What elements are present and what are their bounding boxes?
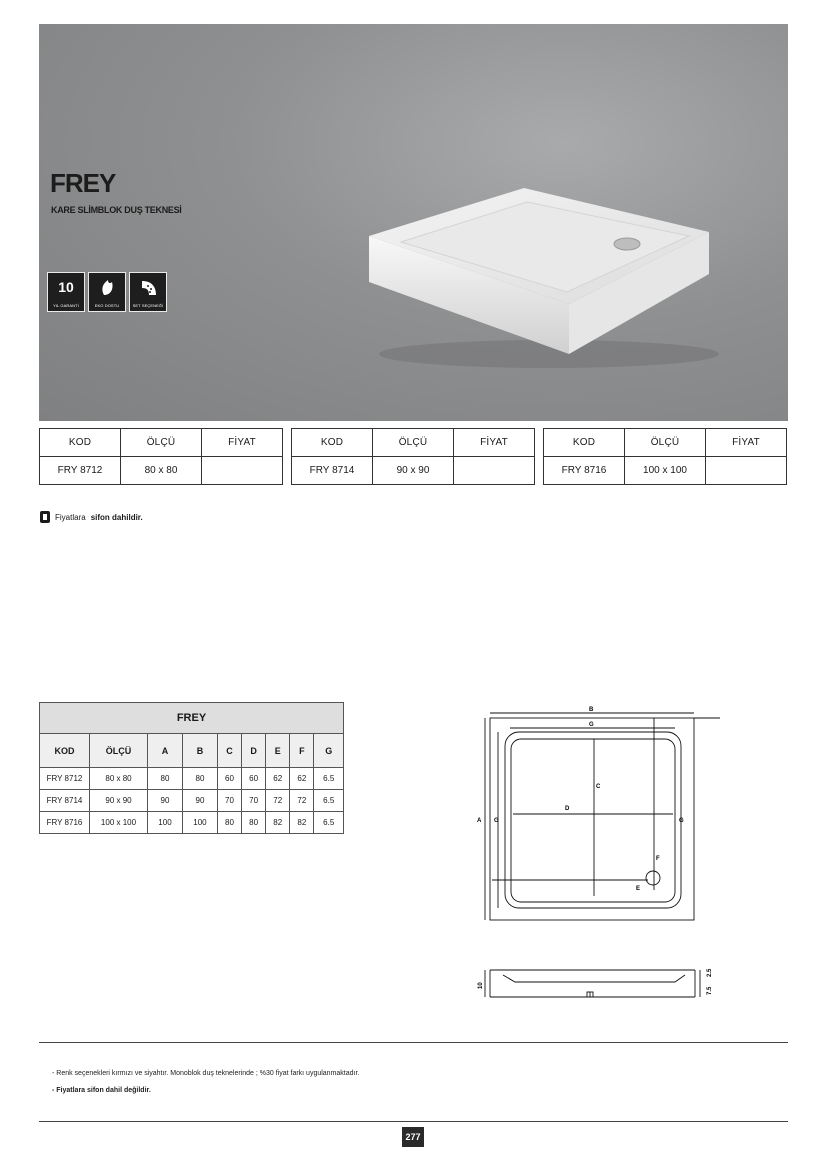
warranty-icon: 10 xyxy=(58,279,74,295)
header-fiyat: FİYAT xyxy=(202,429,283,457)
top-view-drawing xyxy=(470,700,730,925)
siphon-note: Fiyatlara sifon dahildir. xyxy=(40,511,143,523)
cell-price xyxy=(202,457,283,485)
siphon-icon xyxy=(40,511,50,523)
label-b: B xyxy=(589,707,594,713)
table-row: FRY 8716 100 x 100 100 100 80 80 82 82 6.5 xyxy=(40,812,344,834)
badge-eco: EKO DOSTU xyxy=(88,272,126,312)
cell-price xyxy=(706,457,787,485)
eco-leaf-icon xyxy=(98,278,118,298)
cell-size: 80 x 80 xyxy=(121,457,202,485)
table-row: FRY 8714 90 x 90 90 90 70 70 72 72 6.5 xyxy=(40,790,344,812)
cell-size: 100 x 100 xyxy=(625,457,706,485)
footnote-color: - Renk seçenekleri kırmızı ve siyahtır. Monoblok duş teknelerinde ; %30 fiyat farkı uygulanmaktadır. xyxy=(52,1070,360,1077)
label-g-right: G xyxy=(679,818,684,824)
price-table-8712 xyxy=(39,428,283,485)
price-table-8716 xyxy=(543,428,787,485)
header-olcu: ÖLÇÜ xyxy=(121,429,202,457)
label-rim: 2.5 xyxy=(707,968,713,977)
label-height: 10 xyxy=(478,982,484,989)
footnote-siphon: - Fiyatlara sifon dahil değildir. xyxy=(52,1087,151,1094)
label-g-left: G xyxy=(494,818,499,824)
badge-warranty: 10 YIL GARANTİ xyxy=(47,272,85,312)
page-number: 277 xyxy=(402,1127,424,1147)
side-view-drawing xyxy=(475,965,720,1015)
dimension-table-title: FREY xyxy=(40,703,344,734)
shower-head-icon xyxy=(139,278,159,298)
table-row: FRY 8712 80 x 80 80 80 60 60 62 62 6.5 xyxy=(40,768,344,790)
header-kod: KOD xyxy=(292,429,373,457)
cell-code: FRY 8716 xyxy=(544,457,625,485)
label-depth: 7.5 xyxy=(707,986,713,995)
label-f: F xyxy=(656,856,660,862)
label-e: E xyxy=(636,886,641,892)
label-a: A xyxy=(477,818,482,824)
product-subtitle: KARE SLİMBLOK DUŞ TEKNESİ xyxy=(51,205,182,215)
cell-size: 90 x 90 xyxy=(373,457,454,485)
header-olcu: ÖLÇÜ xyxy=(625,429,706,457)
feature-badges xyxy=(47,272,167,312)
shower-tray-image xyxy=(359,174,719,374)
label-d: D xyxy=(565,806,570,812)
dimension-table: FREY KOD ÖLÇÜ A B C D E F G FRY 8712 80 x 80 80 80 60 60 62 62 6.5 FRY 8714 90 x 90 90 90 70 70 72 72 6.5 FRY 8716 100 x 100 100 100 80 80 82 82 6.5 xyxy=(39,702,344,834)
cell-code: FRY 8714 xyxy=(292,457,373,485)
cell-code: FRY 8712 xyxy=(40,457,121,485)
product-title: FREY xyxy=(50,168,116,198)
header-olcu: ÖLÇÜ xyxy=(373,429,454,457)
hero-image xyxy=(39,24,788,421)
label-c: C xyxy=(596,784,601,790)
cell-price xyxy=(454,457,535,485)
price-table-8714 xyxy=(291,428,535,485)
badge-set: SET SEÇENEĞİ xyxy=(129,272,167,312)
header-fiyat: FİYAT xyxy=(454,429,535,457)
divider xyxy=(39,1121,788,1122)
header-fiyat: FİYAT xyxy=(706,429,787,457)
header-kod: KOD xyxy=(40,429,121,457)
label-g-top: G xyxy=(589,722,594,728)
divider xyxy=(39,1042,788,1043)
header-kod: KOD xyxy=(544,429,625,457)
